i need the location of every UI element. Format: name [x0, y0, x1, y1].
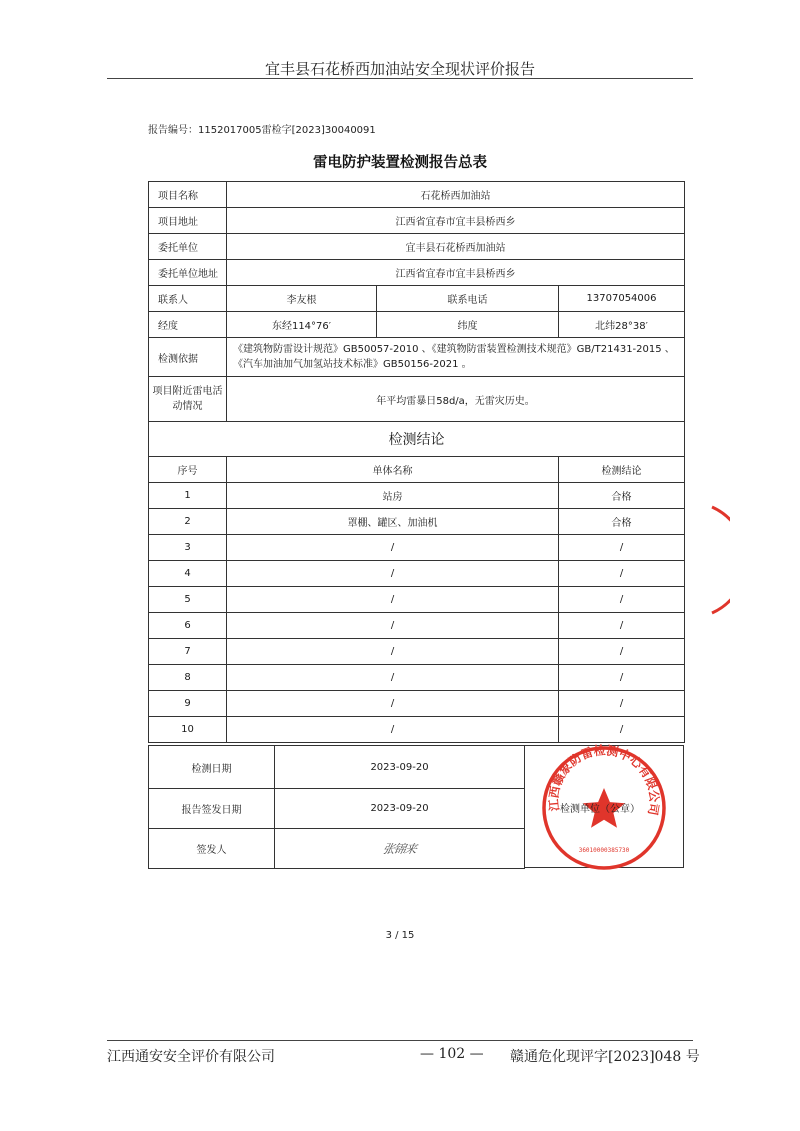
row-test-date	[149, 746, 525, 789]
result-name: 罩棚、罐区、加油机	[227, 509, 559, 535]
result-no: 4	[149, 561, 227, 587]
longitude-value: 东经114°76′	[227, 312, 377, 338]
result-row	[149, 665, 685, 691]
results-section-title: 检测结论	[149, 422, 685, 457]
result-name: 站房	[227, 483, 559, 509]
col-no-header: 序号	[149, 457, 227, 483]
lightning-activity-label: 项目附近雷电活动情况	[149, 377, 227, 422]
project-name-value: 石花桥西加油站	[227, 182, 685, 208]
issuer-label: 签发人	[149, 829, 275, 869]
result-conclusion: /	[559, 535, 685, 561]
result-conclusion: /	[559, 717, 685, 743]
project-name-label: 项目名称	[149, 182, 227, 208]
result-no: 5	[149, 587, 227, 613]
report-number: 报告编号：1152017005雷检字[2023]30040091	[148, 125, 376, 136]
phone-label: 联系电话	[377, 286, 559, 312]
result-no: 3	[149, 535, 227, 561]
result-conclusion: 合格	[559, 509, 685, 535]
row-project-address	[149, 208, 685, 234]
client-address-value: 江西省宜春市宜丰县桥西乡	[227, 260, 685, 286]
lightning-activity-value: 年平均雷暴日58d/a，无雷灾历史。	[227, 377, 685, 422]
result-name: /	[227, 587, 559, 613]
phone-value: 13707054006	[559, 286, 685, 312]
result-row	[149, 613, 685, 639]
result-no: 1	[149, 483, 227, 509]
result-conclusion: /	[559, 613, 685, 639]
result-name: /	[227, 639, 559, 665]
header-rule	[107, 78, 693, 79]
sign-off-table	[148, 745, 525, 869]
running-header: 宜丰县石花桥西加油站安全现状评价报告	[264, 60, 535, 78]
result-conclusion: /	[559, 587, 685, 613]
row-basis	[149, 338, 685, 377]
project-address-label: 项目地址	[149, 208, 227, 234]
result-conclusion: /	[559, 639, 685, 665]
client-unit-value: 宜丰县石花桥西加油站	[227, 234, 685, 260]
result-no: 2	[149, 509, 227, 535]
result-no: 10	[149, 717, 227, 743]
col-result-header: 检测结论	[559, 457, 685, 483]
footer-page: — 102 —	[420, 1046, 484, 1062]
issue-date-value: 2023-09-20	[275, 789, 525, 829]
issuer-signature: 张锦来	[381, 842, 418, 856]
result-no: 8	[149, 665, 227, 691]
result-no: 9	[149, 691, 227, 717]
result-name: /	[227, 613, 559, 639]
footer-doc-code: 赣通危化现评字[2023]048 号	[510, 1049, 700, 1065]
row-issue-date	[149, 789, 525, 829]
footer-rule	[107, 1040, 693, 1041]
inspection-summary-table	[148, 181, 685, 743]
basis-label: 检测依据	[149, 338, 227, 377]
row-contact	[149, 286, 685, 312]
latitude-label: 纬度	[377, 312, 559, 338]
col-name-header: 单体名称	[227, 457, 559, 483]
result-no: 7	[149, 639, 227, 665]
result-row	[149, 509, 685, 535]
result-row	[149, 535, 685, 561]
latitude-value: 北纬28°38′	[559, 312, 685, 338]
result-no: 6	[149, 613, 227, 639]
row-client-unit	[149, 234, 685, 260]
contact-label: 联系人	[149, 286, 227, 312]
result-name: /	[227, 665, 559, 691]
row-issuer	[149, 829, 525, 869]
result-conclusion: /	[559, 691, 685, 717]
basis-value: 《建筑物防雷设计规范》GB50057-2010 、《建筑物防雷装置检测技术规范》GB/T21431-2015 、《汽车加油加气加氢站技术标准》GB50156-2021 。	[227, 338, 685, 377]
result-name: /	[227, 561, 559, 587]
result-row	[149, 483, 685, 509]
margin-seal-arc	[712, 507, 730, 613]
results-body	[149, 483, 685, 743]
row-client-address	[149, 260, 685, 286]
row-coordinates	[149, 312, 685, 338]
seal-ring-text: 江西赣象防雷检测中心有限公司	[546, 744, 662, 817]
result-name: /	[227, 717, 559, 743]
result-conclusion: /	[559, 665, 685, 691]
margin-seal-fragment	[700, 505, 730, 615]
result-row	[149, 639, 685, 665]
test-date-value: 2023-09-20	[275, 746, 525, 789]
result-name: /	[227, 691, 559, 717]
footer-company: 江西通安安全评价有限公司	[107, 1049, 275, 1065]
seal-number: 36010000385730	[578, 847, 630, 854]
contact-value: 李友根	[227, 286, 377, 312]
result-row	[149, 717, 685, 743]
test-date-label: 检测日期	[149, 746, 275, 789]
result-name: /	[227, 535, 559, 561]
result-conclusion: /	[559, 561, 685, 587]
document-title: 雷电防护装置检测报告总表	[313, 155, 487, 171]
result-row	[149, 561, 685, 587]
results-header-row	[149, 457, 685, 483]
issue-date-label: 报告签发日期	[149, 789, 275, 829]
page-number: 3 / 15	[385, 930, 415, 941]
result-row	[149, 691, 685, 717]
row-lightning-activity	[149, 377, 685, 422]
row-results-title	[149, 422, 685, 457]
result-row	[149, 587, 685, 613]
row-project-name	[149, 182, 685, 208]
stamp-label: 检测单位（公章）	[560, 804, 640, 815]
longitude-label: 经度	[149, 312, 227, 338]
client-unit-label: 委托单位	[149, 234, 227, 260]
client-address-label: 委托单位地址	[149, 260, 227, 286]
project-address-value: 江西省宜春市宜丰县桥西乡	[227, 208, 685, 234]
result-conclusion: 合格	[559, 483, 685, 509]
